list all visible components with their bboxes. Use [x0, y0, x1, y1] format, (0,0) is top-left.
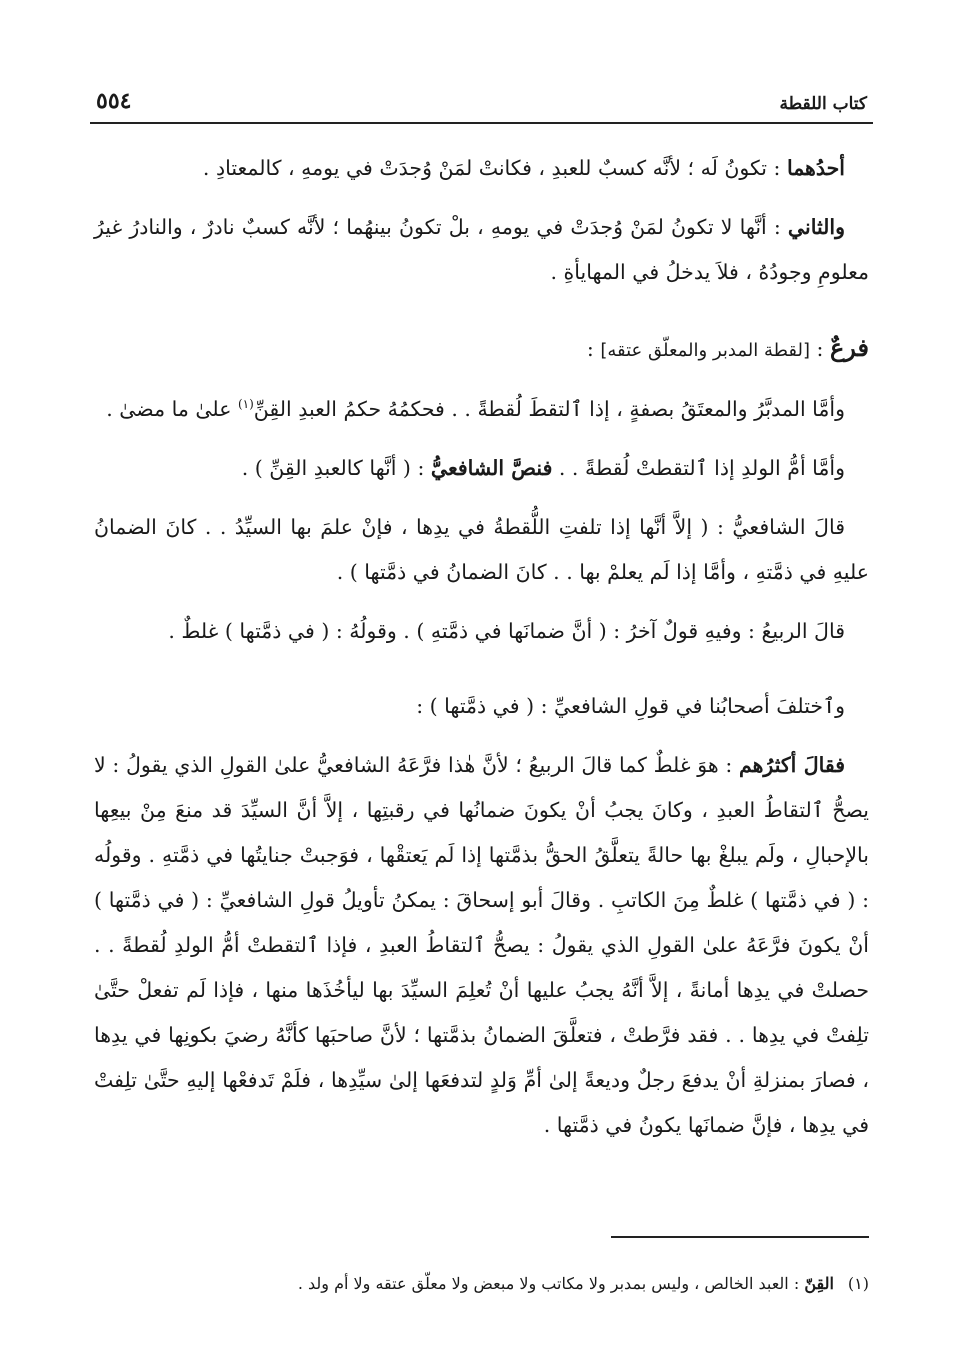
- branch-heading: [94, 325, 869, 373]
- paragraph-first-opinion: [94, 146, 869, 191]
- term-majority: فقالَ أكثرُهم: [738, 753, 846, 777]
- term-second: والثاني: [787, 215, 845, 239]
- paragraph-shafii-quote: قالَ الشافعيُّ : ( إلاَّ أنَّها إذا تلفتِ اللُّقطةُ في يدِها ، فإنْ علمَ بها السيِّدُ . . كانَ الضمانُ عليهِ في ذمَّتهِ ، وأمَّا إذا لَم يعلمْ بها . . كانَ الضمانُ في ذمَّتها ) .: [94, 515, 869, 584]
- footnote-term: القِنّ: [804, 1274, 834, 1293]
- paragraph-second-opinion: [94, 205, 869, 295]
- footnote-text: : العبد الخالص ، وليس بمدبر ولا مكاتب ولا مبعض ولا معلّق عتقه ولا أم ولد .: [297, 1274, 805, 1293]
- paragraph-rabi-quote: قالَ الربيعُ : وفيهِ قولٌ آخرُ : ( أنَّ ضمانَها في ذمَّتهِ ) . وقولُهُ : ( في ذمَّتها ) غلطٌ .: [168, 619, 845, 643]
- term-first: أحدُهما: [786, 156, 845, 180]
- paragraph-majority-view: [94, 743, 869, 1148]
- page-number: ٥٥٤: [96, 88, 132, 114]
- page-body: [90, 124, 873, 1148]
- branch-label: فرعٌ: [829, 333, 869, 362]
- paragraph-text: : ( أنَّها كالعبدِ القِنِّ ) .: [241, 456, 431, 480]
- footnote-divider: [611, 1236, 869, 1238]
- paragraph-umm-walad: [94, 446, 869, 491]
- paragraph-text: : هوَ غلطٌ كما قالَ الربيعُ ؛ لأنَّ هٰذا فرَّعَهُ الشافعيُّ علىٰ القولِ الذي يقولُ : لا يصحُّ ٱلتقاطُ العبدِ ، وكانَ يجبُ أنْ يكونَ ضمانُها في رقبتِها ، إلاَّ أنَّ السيِّدَ قد منعَ مِنْ بيعِها بالإحبالِ ، ولَم يبلغْ بها حالةً يتعلَّقُ الحقُّ بذمَّتها إذا لَم يَعتقْها ، فوَجبتْ جنايتُها في ذمَّتهِ . وقولُه : ( في ذمَّتها ) غلطٌ مِنَ الكاتبِ . وقالَ أبو إسحاقَ : يمكنُ تأويلُ قولِ الشافعيِّ : ( في ذمَّتها ) أنْ يكونَ فرَّعَهُ علىٰ القولِ الذي يقولُ : يصحُّ ٱلتقاطُ العبدِ ، فإذا ٱلتقطتْ أمُّ الولدِ لُقطةً . . حصلتْ في يدِها أمانةً ، إلاَّ أنَّهُ يجبُ عليها أنْ تُعلِمَ السيِّدَ بها ليأخُذَها منها ، فإذا لَم تفعلْ حتَّىٰ تلِفتْ في يدِها . . فقد فرَّطتْ ، فتعلَّقَ الضمانُ بذمَّتها ؛ لأنَّ صاحبَها كأنَّهُ رضيَ بكونِها في يدِها ، فصارَ بمنزلةِ أنْ يدفعَ رجلٌ وديعةً إلىٰ أمِّ وَلدٍ لتدفعَها إلىٰ سيِّدِها ، فلَمْ تَدفعْها إليهِ حتَّىٰ تلِفتْ في يدِها ، فإنَّ ضمانَها يكونُ في ذمَّتها .: [94, 753, 869, 1137]
- footnote: [94, 1270, 869, 1298]
- paragraph-mudabbar: [94, 387, 869, 432]
- footnote-marker[interactable]: (١): [237, 397, 254, 412]
- branch-separator: :: [810, 337, 830, 361]
- paragraph-text: وأمَّا المدبَّرُ والمعتَقُ بصفةٍ ، إذا ٱلتقطَ لُقطةً . . فحكمُهُ حكمُ العبدِ القِنِّ: [253, 397, 845, 421]
- paragraph-disagreement: وٱختلفَ أصحابُنا في قولِ الشافعيِّ : ( في ذمَّتها ) :: [416, 694, 845, 718]
- paragraph-text: وأمَّا أمُّ الولدِ إذا ٱلتقطتْ لُقطةً . .: [552, 456, 845, 480]
- paragraph-text: : تكونُ لَه ؛ لأنَّه كسبٌ للعبدِ ، فكانتْ لمَنْ وُجدَتْ في يومهِ ، كالمعتادِ .: [202, 156, 787, 180]
- branch-title: [لقطة المدبر والمعلّق عتقه]: [600, 340, 810, 361]
- branch-tail: :: [586, 337, 601, 361]
- term-shafii-text: فنصَّ الشافعيُّ: [430, 456, 553, 480]
- paragraph-text: : أنَّها لا تكونُ لمَنْ وُجدَتْ في يومهِ ، بلْ تكونُ بينهُما ؛ لأنَّه كسبٌ نادرٌ ، والنادرُ غيرُ معلومِ وجودُهُ ، فلاَ يدخلُ في المهايأةِ .: [94, 215, 869, 284]
- paragraph-text: علىٰ ما مضىٰ .: [106, 397, 238, 421]
- book-page: [90, 78, 873, 1367]
- page-header: [90, 78, 873, 124]
- footnote-number: (١): [847, 1274, 869, 1293]
- running-title: كتاب اللقطة: [779, 94, 867, 114]
